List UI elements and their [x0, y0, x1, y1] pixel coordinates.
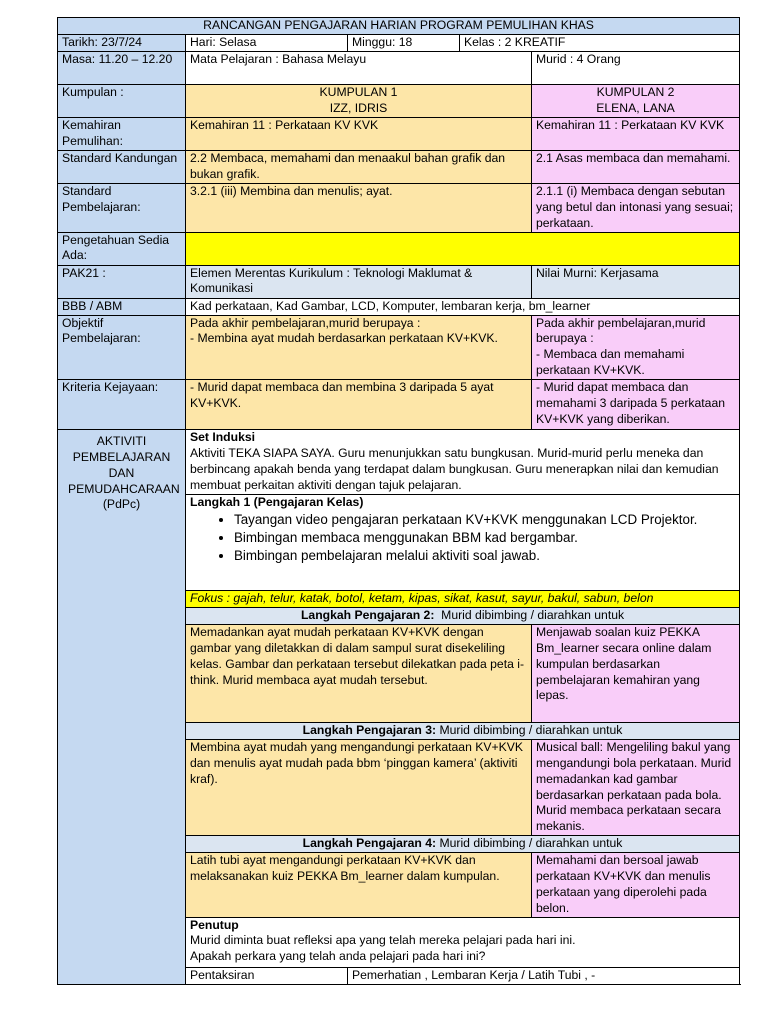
objektif-k1-text: - Membina ayat mudah berdasarkan perkataan KV+KVK. [190, 331, 498, 346]
objektif-k2-intro: Pada akhir pembelajaran,murid berupaya : [536, 315, 706, 346]
objektif-k2-text: - Membaca dan memahami perkataan KV+KVK. [536, 347, 685, 378]
hari: Hari: Selasa [186, 35, 348, 52]
langkah-1-list [190, 511, 735, 565]
aktiviti-label: AKTIVITI PEMBELAJARAN DAN PEMUDAHCARAAN (PdPc) [58, 430, 186, 985]
kriteria-label: Kriteria Kejayaan: [58, 380, 186, 430]
langkah-4-title: Langkah Pengajaran 4: [302, 836, 437, 851]
list-item: • Bimbingan pembelajaran melalui aktiviti soal jawab. [234, 547, 735, 565]
page-title: RANCANGAN PENGAJARAN HARIAN PROGRAM PEMULIHAN KHAS [58, 18, 740, 35]
langkah-3-header [186, 723, 740, 740]
kumpulan-1-names: IZZ, IDRIS [329, 100, 388, 115]
set-induksi-text: Aktiviti TEKA SIAPA SAYA. Guru menunjukkan satu bungkusan. Murid-murid perlu meneka dan berbincang apakah benda yang terdapat dalam bungkusan. Guru menerapkan nilai dan kemudian membuat perkaitan aktiviti dengan tajuk pelajaran. [190, 445, 719, 492]
kumpulan-2-title: KUMPULAN 2 [596, 85, 675, 99]
langkah-4-header [186, 836, 740, 853]
langkah-2-subtitle: Murid dibimbing / diarahkan untuk [434, 608, 625, 623]
langkah-3-k1: Membina ayat mudah yang mengandungi perkataan KV+KVK dan menulis ayat mudah pada bbm ‘pinggan kamera’ (aktiviti kraf). [186, 740, 532, 836]
langkah-2-k2: Menjawab soalan kuiz PEKKA Bm_learner secara online dalam kumpulan berdasarkan pembelajaran kemahiran yang lepas. [532, 625, 740, 723]
minggu: Minggu: 18 [348, 35, 460, 52]
langkah-3-title: Langkah Pengajaran 3: [302, 723, 437, 738]
objektif-k1 [186, 315, 532, 379]
bbm-label: BBB / ABM [58, 298, 186, 315]
masa: Masa: 11.20 – 12.20 [58, 52, 186, 85]
langkah-1-title: Langkah 1 (Pengajaran Kelas) [190, 495, 364, 510]
set-induksi [186, 430, 740, 495]
langkah-3-subtitle: Murid dibimbing / diarahkan untuk [436, 723, 623, 738]
penutup-line-2: Apakah perkara yang telah anda pelajari pada hari ini? [190, 949, 486, 964]
list-item: • Bimbingan membaca menggunakan BBM kad bergambar. [234, 529, 735, 547]
pentaksiran-label: Pentaksiran [186, 967, 348, 984]
bbm-value: Kad perkataan, Kad Gambar, LCD, Komputer, lembaran kerja, bm_learner [186, 298, 740, 315]
standard-pembelajaran-k2: 2.1.1 (i) Membaca dengan sebutan yang betul dan intonasi yang sesuai; perkataan. [532, 184, 740, 233]
standard-kandungan-label: Standard Kandungan [58, 151, 186, 184]
standard-kandungan-k2: 2.1 Asas membaca dan memahami. [532, 151, 740, 184]
kumpulan-1 [186, 85, 532, 118]
fokus: Fokus : gajah, telur, katak, botol, ketam, kipas, sikat, kasut, sayur, bakul, sabun, belon [186, 591, 740, 608]
pentaksiran-value: Pemerhatian , Lembaran Kerja / Latih Tubi , - [348, 967, 740, 984]
mata-pelajaran: Mata Pelajaran : Bahasa Melayu [186, 52, 532, 85]
set-induksi-title: Set Induksi [190, 430, 256, 445]
pengetahuan-value [186, 232, 740, 265]
pak21-label: PAK21 : [58, 265, 186, 298]
penutup-line-1: Murid diminta buat refleksi apa yang telah mereka pelajari pada hari ini. [190, 933, 576, 948]
kumpulan-1-title: KUMPULAN 1 [319, 85, 398, 99]
langkah-2-title: Langkah Pengajaran 2: [300, 608, 435, 623]
langkah-1 [186, 495, 740, 591]
kemahiran-k1: Kemahiran 11 : Perkataan KV KVK [186, 118, 532, 151]
objektif-k1-intro: Pada akhir pembelajaran,murid berupaya : [190, 315, 421, 330]
standard-kandungan-k1: 2.2 Membaca, memahami dan menaakul bahan grafik dan bukan grafik. [186, 151, 532, 184]
langkah-4-subtitle: Murid dibimbing / diarahkan untuk [436, 836, 623, 851]
pengetahuan-label: Pengetahuan Sedia Ada: [58, 232, 186, 265]
kelas: Kelas : 2 KREATIF [460, 35, 740, 52]
langkah-3-k2: Musical ball: Mengeliling bakul yang mengandungi bola perkataan. Murid memadankan kad gambar berdasarkan perkataan pada bola. Murid membaca perkataan secara mekanis. [532, 740, 740, 836]
pak21-emk: Elemen Merentas Kurikulum : Teknologi Maklumat & Komunikasi [186, 265, 532, 298]
kemahiran-k2: Kemahiran 11 : Perkataan KV KVK [532, 118, 740, 151]
standard-pembelajaran-k1: 3.2.1 (iii) Membina dan menulis; ayat. [186, 184, 532, 233]
pak21-nilai: Nilai Murni: Kerjasama [532, 265, 740, 298]
tarikh: Tarikh: 23/7/24 [58, 35, 186, 52]
kumpulan-2 [532, 85, 740, 118]
lesson-plan-table [57, 17, 740, 985]
kemahiran-label: Kemahiran Pemulihan: [58, 118, 186, 151]
kriteria-k1: - Murid dapat membaca dan membina 3 daripada 5 ayat KV+KVK. [186, 380, 532, 430]
kumpulan-label: Kumpulan : [58, 85, 186, 118]
objektif-label: Objektif Pembelajaran: [58, 315, 186, 379]
standard-pembelajaran-label: Standard Pembelajaran: [58, 184, 186, 233]
penutup-title: Penutup [190, 917, 239, 932]
penutup [186, 917, 740, 967]
objektif-k2 [532, 315, 740, 379]
kriteria-k2: - Murid dapat membaca dan memahami 3 daripada 5 perkataan KV+KVK yang diberikan. [532, 380, 740, 430]
langkah-4-k1: Latih tubi ayat mengandungi perkataan KV+KVK dan melaksanakan kuiz PEKKA Bm_learner dalam kumpulan. [186, 853, 532, 917]
langkah-2-k1: Memadankan ayat mudah perkataan KV+KVK dengan gambar yang diletakkan di dalam sampul surat disekeliling kelas. Gambar dan perkataan tersebut dilekatkan pada peta i-think. Murid membaca ayat mudah tersebut. [186, 625, 532, 723]
murid-count: Murid : 4 Orang [532, 52, 740, 85]
list-item: • Tayangan video pengajaran perkataan KV+KVK menggunakan LCD Projektor. [234, 511, 735, 529]
langkah-4-k2: Memahami dan bersoal jawab perkataan KV+KVK dan menulis perkataan yang diperolehi pada belon. [532, 853, 740, 917]
kumpulan-2-names: ELENA, LANA [596, 100, 675, 115]
langkah-2-header [186, 608, 740, 625]
